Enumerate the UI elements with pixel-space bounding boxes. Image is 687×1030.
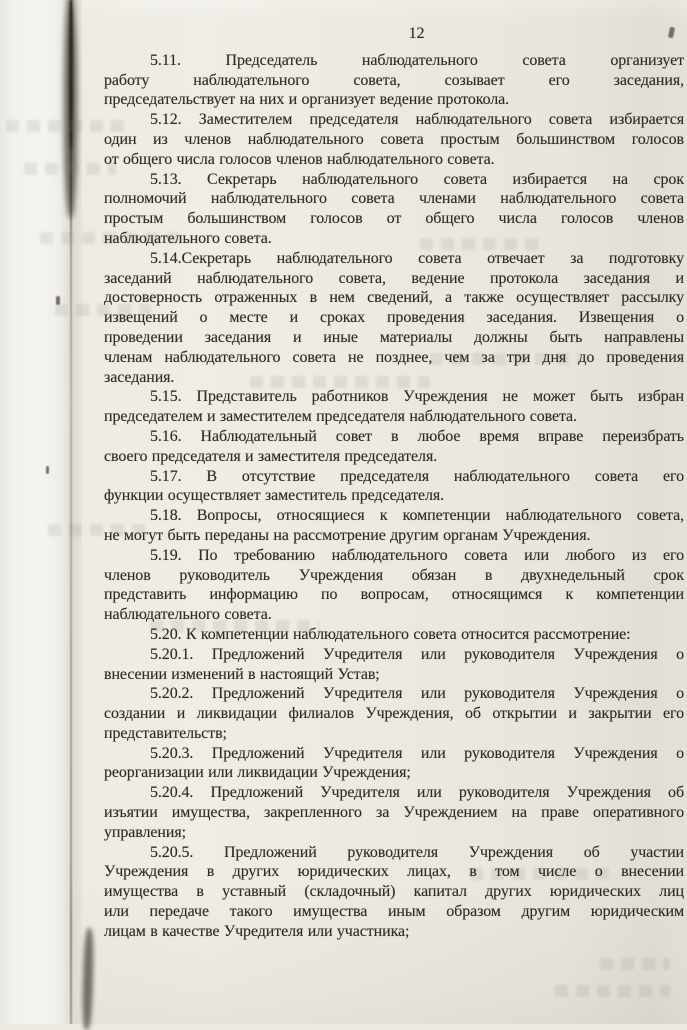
text-line: достоверность отраженных в нем сведений, а также осуществляет рассылку [104,289,684,307]
clause-5-19 [104,546,684,625]
text-line: 5.19. По требованию наблюдательного совета или любого из его [150,546,684,564]
text-line: функции осуществляет заместитель председателя. [104,487,445,505]
scan-speck [46,466,49,474]
clause-5-14 [104,249,684,388]
text-line: 5.12. Заместителем председателя наблюдательного совета избирается [150,111,684,129]
clause-5-20-3 [104,744,684,784]
text-line: 5.20.4. Предложений Учредителя или руководителя Учреждения об [150,784,684,802]
clause-5-20-2 [104,684,684,743]
text-line: наблюдательного совета. [104,229,272,247]
text-line: 5.20.1. Предложений Учредителя или руководителя Учреждения о [150,645,684,663]
text-line: Учреждения в других юридических лицах, в том числе о внесении [104,863,684,881]
clause-5-13 [104,170,684,249]
text-line: простым большинством голосов от общего числа голосов членов [104,210,684,228]
clause-5-15 [104,387,684,427]
text-line: один из членов наблюдательного совета простым большинством голосов [104,130,684,148]
clause-5-20-4 [104,783,684,842]
page-content [104,24,684,942]
text-line: создании и ликвидации филиалов Учреждения, об открытии и закрытии его [104,705,684,723]
text-line: представить информацию по вопросам, относящимся к компетенции [104,586,684,604]
document-body [104,51,684,942]
scan-smudge-bottom [82,928,95,1030]
text-line: 5.13. Секретарь наблюдательного совета избирается на срок [150,170,684,188]
text-line: полномочий наблюдательного совета членами наблюдательного совета [104,190,684,208]
text-line: 5.16. Наблюдательный совет в любое время вправе переизбрать [150,427,684,445]
clause-5-17 [104,467,684,507]
text-line: членов руководитель Учреждения обязан в двухнедельный срок [104,566,684,584]
scan-speck [56,296,60,305]
text-line: председателем и заместителем председателя наблюдательного совета. [104,408,577,426]
text-line: заседания. [104,368,175,386]
text-line: членам наблюдательного совета не позднее, чем за три дня до проведения [104,348,684,366]
text-line: 5.15. Представитель работников Учреждения не может быть избран [150,388,684,406]
text-line: своего председателя и заместителя председателя. [104,447,438,465]
text-line: внесении изменений в настоящий Устав; [104,665,380,683]
text-line: извещений о месте и сроках проведения заседания. Извещения о [104,309,684,327]
text-line: заседаний наблюдательного совета, ведение протокола заседания и [104,269,684,287]
text-line: лицам в качестве Учредителя или участника; [104,922,410,940]
text-line: 5.20.3. Предложений Учредителя или руководителя Учреждения о [150,744,684,762]
bleedthrough-artifact [555,985,670,997]
text-line: или передаче такого имущества иным образом другим юридическим [104,903,684,921]
clause-5-16 [104,427,684,467]
text-line: 5.14.Секретарь наблюдательного совета отвечает за подготовку [150,249,684,267]
text-line: 5.20.2. Предложений Учредителя или руководителя Учреждения о [150,685,684,703]
text-line: председательствует на них и организует ведение протокола. [104,91,510,109]
text-line: 5.18. Вопросы, относящиеся к компетенции наблюдательного совета, [150,507,684,525]
clause-5-11 [104,51,684,110]
text-line: 5.11. Председатель наблюдательного совета организует [150,51,684,69]
text-line: управления; [104,823,186,841]
text-line: не могут быть переданы на рассмотрение другим органам Учреждения. [104,526,591,544]
clause-5-12 [104,110,684,169]
clause-5-20 [104,625,684,645]
text-line: 5.20.5. Предложений руководителя Учреждения об участии [150,843,684,861]
text-line: имущества в уставный (складочный) капитал других юридических лиц [104,883,684,901]
scan-smudge-top-core [69,0,73,150]
text-line: наблюдательного совета. [104,606,272,624]
clause-5-20-5 [104,843,684,942]
clause-5-18 [104,506,684,546]
text-line: от общего числа голосов членов наблюдательного совета. [104,150,495,168]
text-line: 5.20. К компетенции наблюдательного совета относится рассмотрение: [150,625,631,643]
page-number: 12 [408,25,425,42]
text-line: работу наблюдательного совета, созывает его заседания, [104,71,684,89]
text-line: представительств; [104,724,227,742]
text-line: реорганизации или ликвидации Учреждения; [104,764,411,782]
text-line: проведении заседания и иные материалы должны быть направлены [104,328,684,346]
text-line: 5.17. В отсутствие председателя наблюдательного совета его [150,467,684,485]
clause-5-20-1 [104,645,684,685]
text-line: изъятии имущества, закрепленного за Учреждением на праве оперативного [104,804,684,822]
bleedthrough-artifact [600,958,670,970]
